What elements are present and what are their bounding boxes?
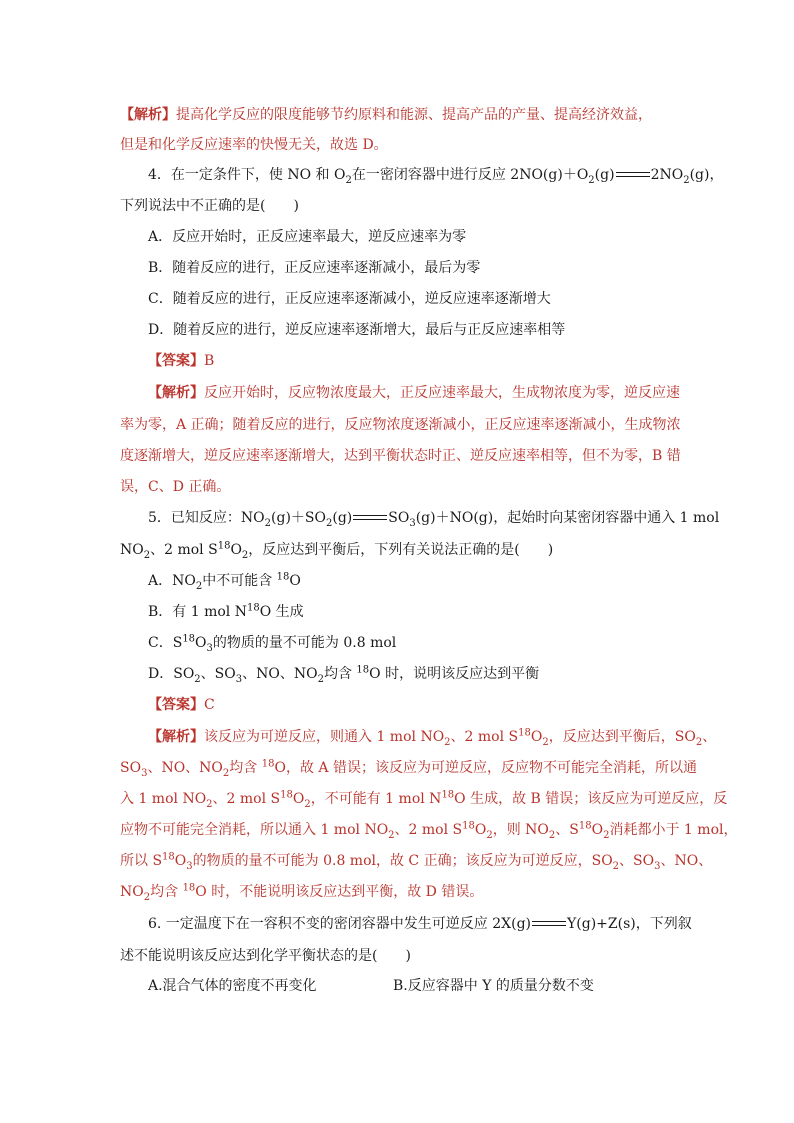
q4-option-c: C．随着反应的进行，正反应速率逐渐减小，逆反应速率逐渐增大 — [148, 291, 551, 307]
q6-stem-line1: 6. 一定温度下在一容积不变的密闭容器中发生可逆反应 2X(g) Y(g)+Z(s)，下列叙 — [148, 916, 692, 932]
q6-option-b: B.反应容器中 Y 的质量分数不变 — [393, 978, 594, 994]
q4-option-d: D．随着反应的进行，逆反应速率逐渐增大，最后与正反应速率相等 — [148, 322, 566, 338]
explanation-q3-line2: 但是和化学反应速率的快慢无关，故选 D。 — [120, 137, 388, 153]
q5-option-c: C．$S^{18}O_3$的物质的量不可能为 0.8 mol — [148, 633, 397, 654]
q4-explanation-line3: 度逐渐增大，逆反应速率逐渐增大，达到平衡状态时正、逆反应速率相等，但不为零，B 错 — [120, 448, 681, 464]
q5-option-b: B．有 1 mol $N^{18}O$ 生成 — [148, 602, 304, 620]
q5-explanation-line6: $NO_2$均含 $^{18}$O 时，不能说明该反应达到平衡，故 D 错误。 — [120, 882, 484, 903]
q4-stem-line2: 下列说法中不正确的是( ) — [120, 198, 299, 214]
q4-stem-line1: 4．在一定条件下，使 NO 和 $O_2$在一密闭容器中进行反应 $2NO(g)+O_2(g)$ $2NO_2(g)$， — [148, 167, 724, 186]
q4-option-a: A．反应开始时，正反应速率最大，逆反应速率为零 — [148, 229, 467, 245]
q5-explanation-line3: 入 1 mol $NO_2$、2 mol $S^{18}O_2$，不可能有 1 mol $N^{18}O$ 生成，故 B 错误；该反应为可逆反应，反 — [120, 789, 728, 810]
q6-option-a: A.混合气体的密度不再变化 — [148, 978, 317, 994]
q5-option-a: A．$NO_2$中不可能含 $^{18}$O — [148, 571, 301, 592]
q6-stem-line2: 述不能说明该反应达到化学平衡状态的是( ) — [120, 948, 411, 964]
q5-explanation-line4: 应物不可能完全消耗，所以通入 1 mol $NO_2$、2 mol $S^{18}O_2$，则 $NO_2$、$S^{18}O_2$消耗都小于 1 mol， — [120, 820, 738, 841]
q4-explanation-line4: 误，C、D 正确。 — [120, 479, 231, 495]
q5-option-d: D．$SO_2$、$SO_3$、NO、$NO_2$均含 $^{18}$O 时，说明该反应达到平衡 — [148, 664, 540, 685]
q5-answer: 【答案】C — [148, 697, 215, 713]
q5-explanation-line2: $SO_3$、NO、$NO_2$均含 $^{18}$O，故 A 错误；该反应为可逆反应，反应物不可能完全消耗，所以通 — [120, 758, 697, 779]
q4-explanation-line1: 【解析】反应开始时，反应物浓度最大，正反应速率最大，生成物浓度为零，逆反应速 — [148, 385, 680, 401]
equilibrium-arrow-icon — [353, 513, 387, 523]
explanation-q3-line1: 【解析】提高化学反应的限度能够节约原料和能源、提高产品的产量、提高经济效益， — [120, 107, 652, 123]
equilibrium-arrow-icon — [532, 919, 566, 929]
q4-explanation-line2: 率为零，A 正确；随着反应的进行，反应物浓度逐渐减小，正反应速率逐渐减小，生成物浓 — [120, 417, 681, 433]
q4-answer: 【答案】B — [148, 353, 215, 369]
q4-option-b: B．随着反应的进行，正反应速率逐渐减小，最后为零 — [148, 260, 481, 276]
q5-explanation-line1: 【解析】该反应为可逆反应，则通入 1 mol $NO_2$、2 mol $S^{18}O_2$，反应达到平衡后，$SO_2$、 — [148, 727, 717, 748]
equilibrium-arrow-icon — [616, 170, 650, 180]
explanation-tag: 【解析】 — [120, 107, 176, 123]
q5-explanation-line5: 所以 $S^{18}O_3$的物质的量不可能为 0.8 mol，故 C 正确；该反应为可逆反应，$SO_2$、$SO_3$、NO、 — [120, 851, 713, 872]
q5-stem-line1: 5．已知反应：$NO_2(g)+SO_2(g)$ $SO_3(g)+NO(g)$，起始时向某密闭容器中通入 1 mol — [148, 510, 720, 529]
q5-stem-line2: $NO_2$、2 mol $S^{18}O_2$，反应达到平衡后，下列有关说法正确的是( ) — [120, 540, 554, 561]
